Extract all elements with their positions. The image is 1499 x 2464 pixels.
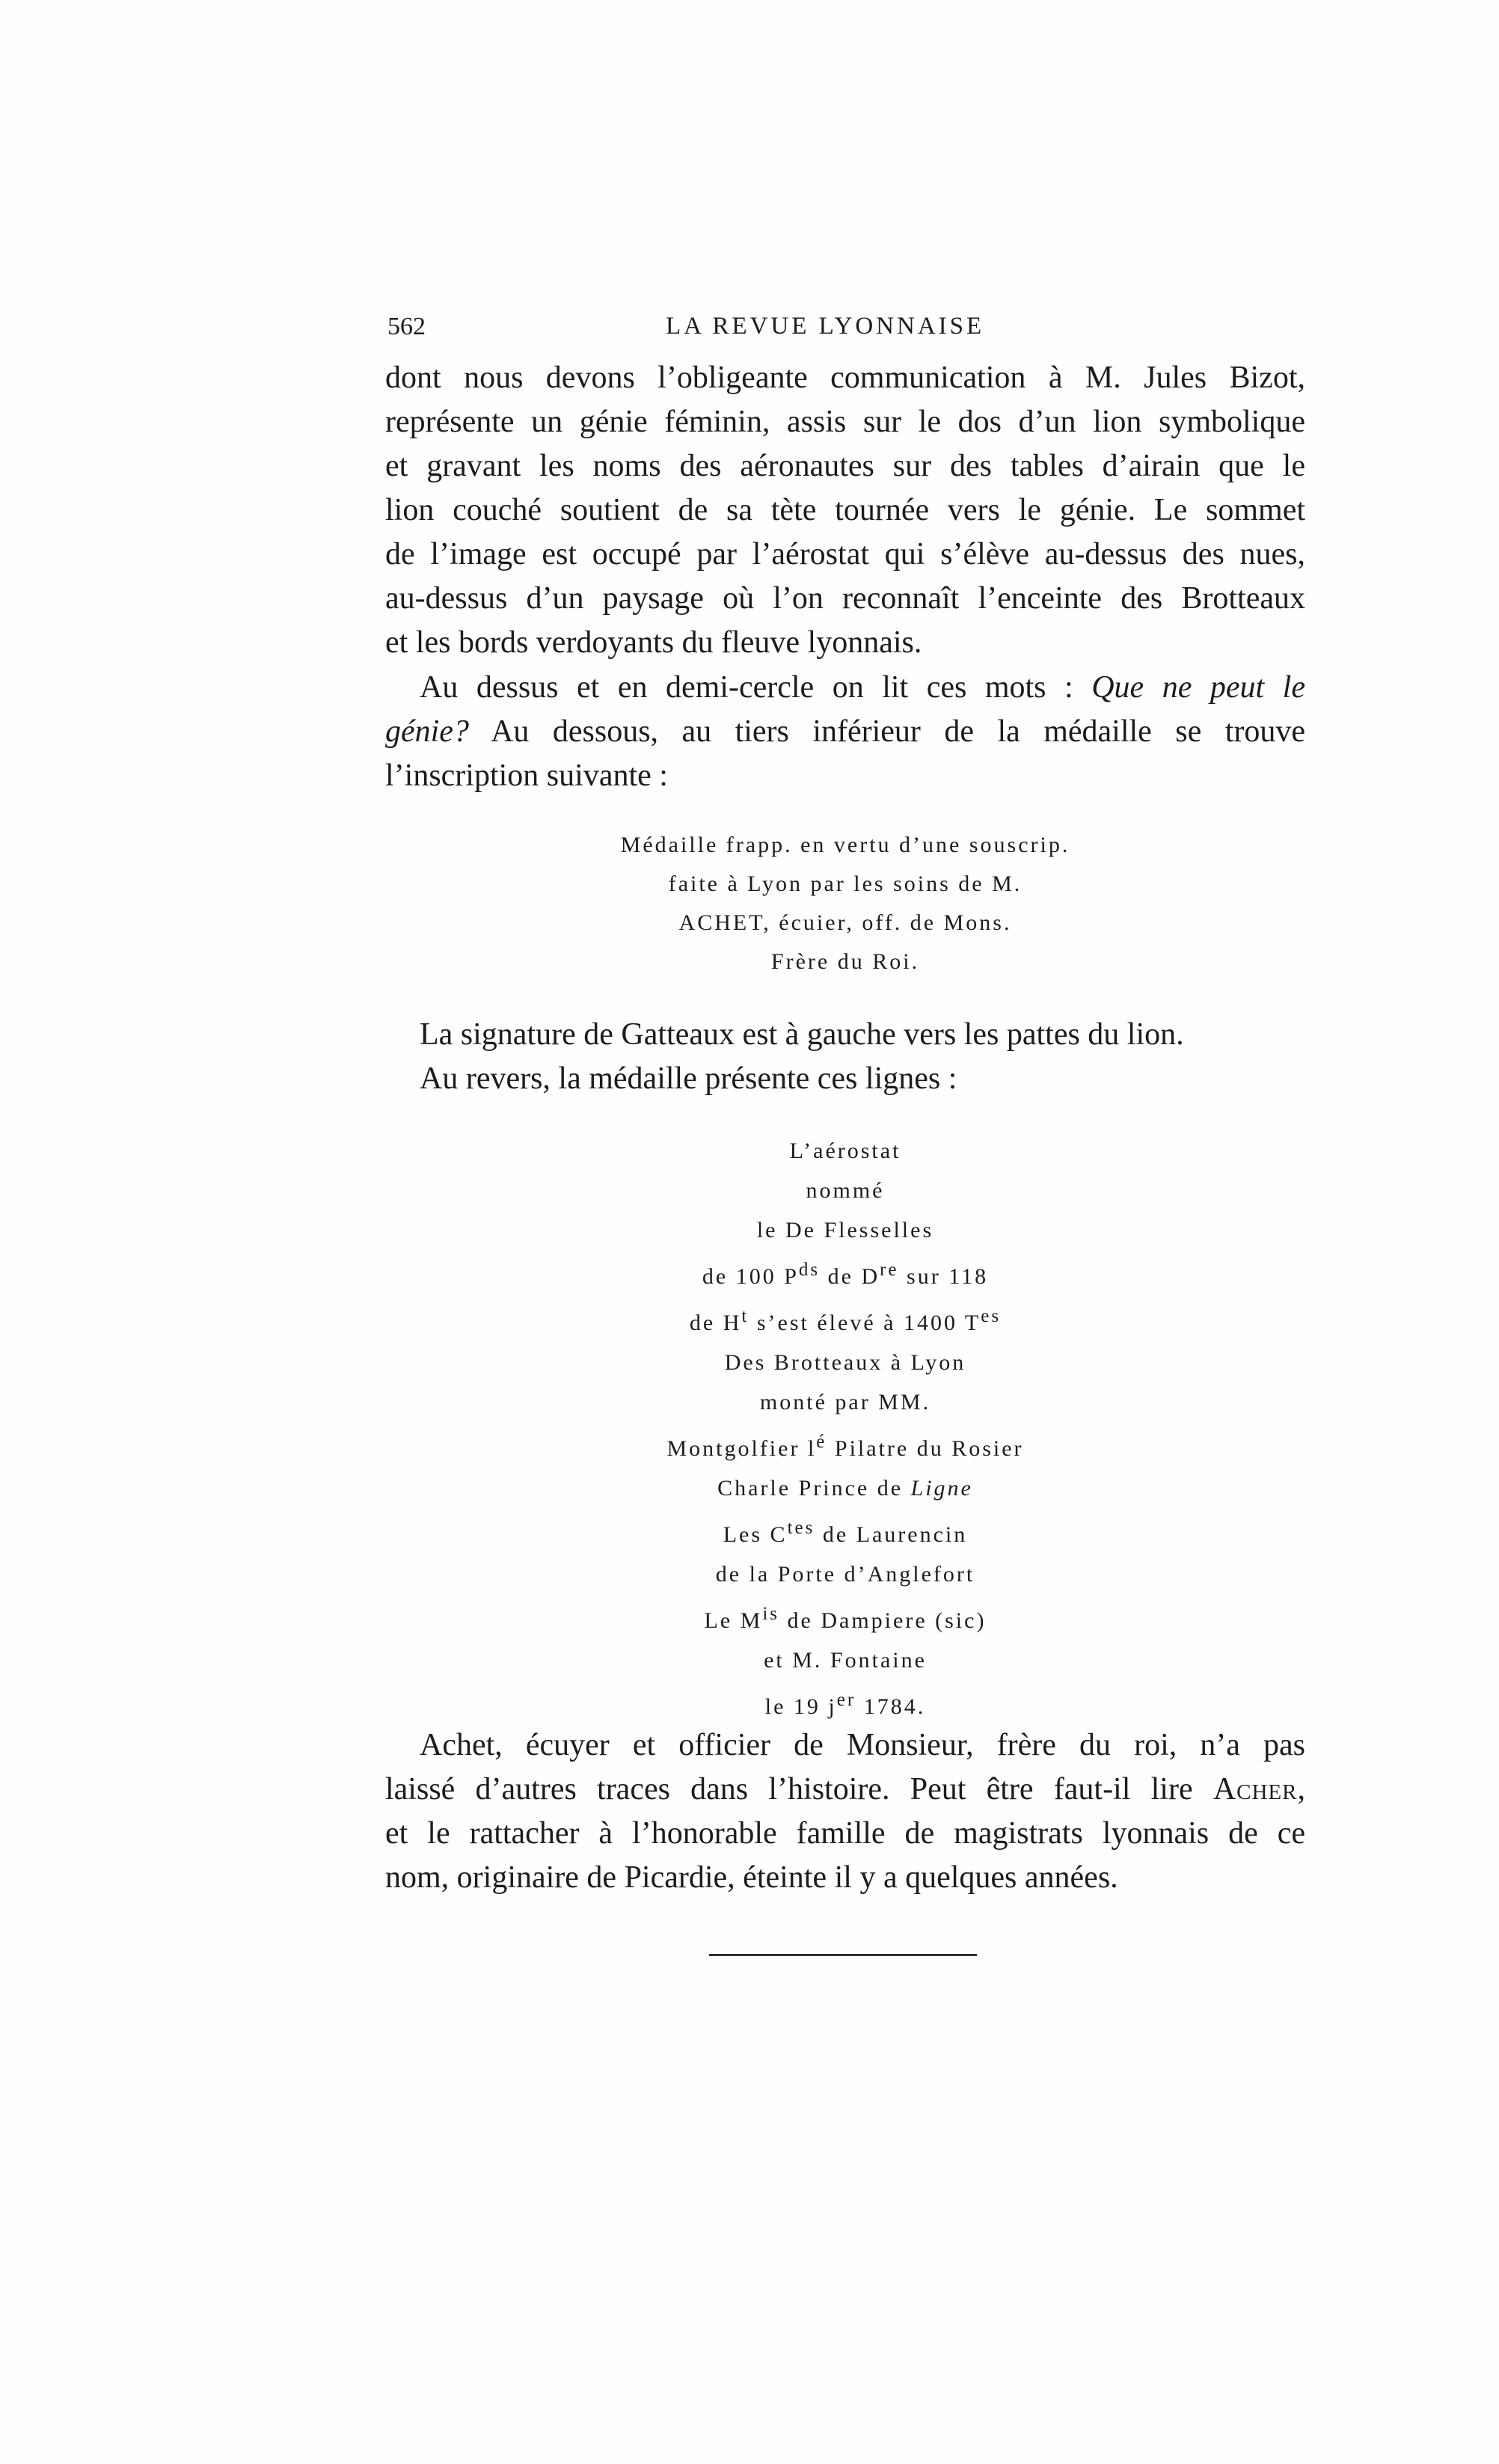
inscription-line: le De Flesselles bbox=[756, 1218, 934, 1242]
inscription-obverse bbox=[385, 826, 1305, 981]
text-line: dont nous devons l’obligeante communication à M. Jules Bizot, bbox=[385, 361, 1305, 395]
text-run: laissé d’autres traces dans l’histoire. Peut être faut-il lire bbox=[385, 1772, 1213, 1806]
inscription-line: Des Brotteaux à Lyon bbox=[724, 1350, 966, 1375]
superscript: re bbox=[880, 1260, 899, 1280]
italic-name: Ligne bbox=[910, 1476, 973, 1501]
superscript: tes bbox=[787, 1518, 815, 1538]
text-run: Les C bbox=[723, 1522, 788, 1547]
paragraph-signature bbox=[385, 1013, 1305, 1101]
text-run: 1784. bbox=[856, 1694, 926, 1719]
text-line: au-dessus d’un paysage où l’on reconnaît l’enceinte des Brotteaux bbox=[385, 581, 1305, 616]
inscription-line: monté par MM. bbox=[759, 1390, 931, 1415]
inscription-line: de la Porte d’Anglefort bbox=[715, 1562, 975, 1587]
text-line bbox=[385, 710, 1305, 754]
inscription-line bbox=[385, 1296, 1305, 1343]
inscription-line bbox=[385, 1250, 1305, 1296]
text-line: et les bords verdoyants du fleuve lyonnais. bbox=[385, 625, 922, 660]
inscription-line: nommé bbox=[806, 1178, 885, 1203]
motto-italic: Que ne peut le bbox=[1091, 670, 1305, 705]
inscription-line: Médaille frapp. en vertu d’une souscrip. bbox=[620, 833, 1070, 857]
text-run: de D bbox=[820, 1264, 880, 1289]
text-run: de Dampiere (sic) bbox=[779, 1608, 987, 1633]
superscript: t bbox=[741, 1306, 750, 1326]
text-run: s’est élevé à 1400 T bbox=[749, 1311, 981, 1335]
text-line: La signature de Gatteaux est à gauche vers les pattes du lion. bbox=[420, 1017, 1184, 1052]
inscription-line bbox=[385, 1422, 1305, 1468]
text-run: de Laurencin bbox=[815, 1522, 968, 1547]
text-run: Montgolfier l bbox=[666, 1436, 817, 1461]
paragraph-achet bbox=[385, 1723, 1305, 1900]
text-line: et gravant les noms des aéronautes sur des tables d’airain que le bbox=[385, 449, 1305, 483]
text-run: le 19 j bbox=[764, 1694, 837, 1719]
inscription-line bbox=[385, 1594, 1305, 1640]
inscription-line: faite à Lyon par les soins de M. bbox=[668, 871, 1023, 896]
section-rule bbox=[709, 1954, 977, 1956]
inscription-line bbox=[385, 1680, 1305, 1726]
inscription-reverse bbox=[385, 1131, 1305, 1726]
text-run: de 100 P bbox=[702, 1264, 799, 1289]
text-run: Le M bbox=[704, 1608, 763, 1633]
text-line bbox=[385, 1768, 1305, 1812]
superscript: es bbox=[981, 1306, 1002, 1326]
text-run: de H bbox=[689, 1311, 742, 1335]
text-line: de l’image est occupé par l’aérostat qui s’élève au-dessus des nues, bbox=[385, 537, 1305, 571]
superscript: ds bbox=[798, 1260, 821, 1280]
inscription-line bbox=[385, 1468, 1305, 1508]
text-line: Au revers, la médaille présente ces lignes : bbox=[420, 1061, 957, 1096]
text-line: Achet, écuyer et officier de Monsieur, frère du roi, n’a pas bbox=[420, 1728, 1305, 1762]
paragraph-motto bbox=[385, 666, 1305, 798]
running-title: LA REVUE LYONNAISE bbox=[666, 313, 985, 340]
text-run: sur 118 bbox=[898, 1264, 989, 1289]
inscription-line: et M. Fontaine bbox=[764, 1648, 927, 1673]
text-line: et le rattacher à l’honorable famille de magistrats lyonnais de ce bbox=[385, 1816, 1305, 1851]
text-line bbox=[385, 666, 1305, 710]
inscription-line: L’aérostat bbox=[789, 1138, 901, 1163]
text-run: , bbox=[1297, 1772, 1305, 1806]
superscript: é bbox=[816, 1432, 827, 1452]
text-line: représente un génie féminin, assis sur le dos d’un lion symbolique bbox=[385, 405, 1305, 439]
page-number: 562 bbox=[387, 313, 426, 340]
text-line: lion couché soutient de sa tète tournée vers le génie. Le sommet bbox=[385, 493, 1305, 527]
text-run: Charle Prince de bbox=[717, 1476, 911, 1501]
text-run: Au dessous, au tiers inférieur de la médaille se trouve bbox=[468, 714, 1305, 749]
superscript: er bbox=[836, 1690, 856, 1710]
small-caps-name: Acher bbox=[1213, 1772, 1298, 1806]
text-run: Au dessus et en demi-cercle on lit ces mots : bbox=[420, 670, 1092, 705]
motto-italic: génie? bbox=[385, 714, 469, 749]
superscript: is bbox=[762, 1604, 780, 1624]
paragraph-medal-description bbox=[385, 356, 1305, 665]
inscription-line bbox=[385, 1508, 1305, 1554]
inscription-line: ACHET, écuier, off. de Mons. bbox=[678, 910, 1012, 935]
text-line: l’inscription suivante : bbox=[385, 758, 668, 793]
text-line: nom, originaire de Picardie, éteinte il y a quelques années. bbox=[385, 1860, 1118, 1895]
text-run: Pilatre du Rosier bbox=[827, 1436, 1024, 1461]
inscription-line: Frère du Roi. bbox=[770, 949, 920, 974]
